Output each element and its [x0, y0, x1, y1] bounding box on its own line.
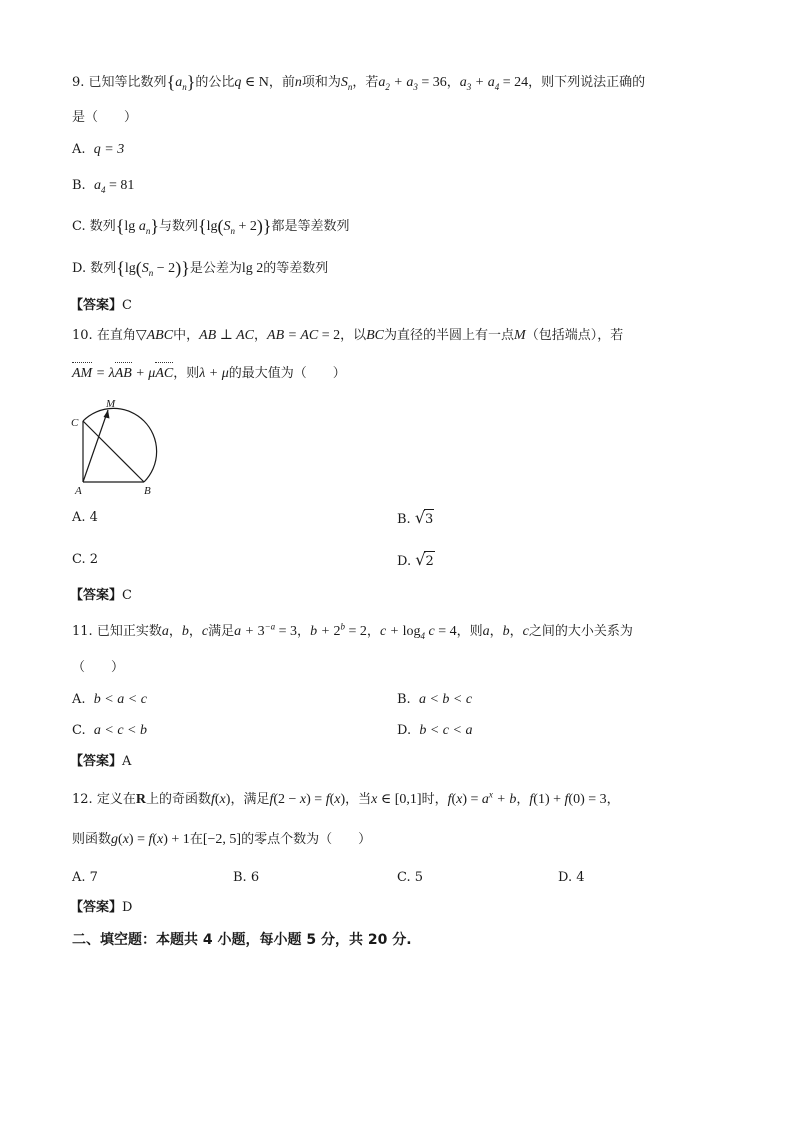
q9-stem-line2: 是（ ） — [72, 110, 138, 125]
q11-option-c[interactable]: C. a < c < b — [72, 723, 147, 738]
q11-option-a[interactable]: A. b < a < c — [72, 692, 147, 707]
semicircle-arc — [83, 408, 157, 482]
q10-stem-line1: 10. 在直角▽ABC中，AB ⊥ AC，AB = AC = 2，以BC为直径的半圆上有一点M（包括端点），若 — [72, 328, 624, 343]
q12-answer: 【答案】D — [70, 900, 133, 915]
q10-option-b[interactable]: B. √3 — [397, 508, 434, 530]
q11-answer: 【答案】A — [70, 754, 132, 769]
q12-option-a[interactable]: A. 7 — [72, 870, 98, 885]
label-b: B — [144, 485, 151, 497]
label-m: M — [106, 398, 116, 410]
q10-option-d[interactable]: D. √2 — [397, 550, 435, 572]
q9-option-b[interactable]: B. $a_4 = 81$ — [72, 178, 135, 195]
q12-option-b[interactable]: B. 6 — [233, 870, 260, 885]
q10-figure — [66, 394, 166, 500]
label-a: A — [75, 485, 82, 497]
q12-stem-line1: 12. 定义在R上的奇函数f(x)，满足f(2 − x) = f(x)，当x ∈ [0,1]时，$f(x) = a^x + b$，f(1) + f(0) = 3， — [72, 789, 620, 807]
q11-stem-line1: 11. 已知正实数a，b，c满足$a + 3^{-a} = 3$，$b + 2^b = 2$，$c + \log_4 c = 4$，则a，b，c之间的大小关系为 — [72, 621, 633, 641]
q12-stem-line2: 则函数g(x) = f(x) + 1在[−2, 5]的零点个数为（ ） — [72, 832, 372, 847]
section-heading-fill-in: 二、填空题：本题共 4 小题，每小题 5 分，共 20 分. — [72, 932, 412, 948]
segment-cb — [83, 421, 144, 482]
label-c: C — [71, 417, 79, 429]
q10-answer: 【答案】C — [70, 588, 132, 603]
q10-option-a[interactable]: A. 4 — [72, 510, 98, 525]
q11-option-b[interactable]: B. a < b < c — [397, 692, 473, 707]
q11-option-d[interactable]: D. b < c < a — [397, 723, 473, 738]
q12-option-d[interactable]: D. 4 — [558, 870, 585, 885]
q9-stem-line1: 9. 已知等比数列$\{a_n\}$的公比q ∈ N，前n项和为$S_n$，若$a_2 + a_3 = 36$，$a_3 + a_4 = 24$，则下列说法正确的 — [72, 72, 646, 92]
segment-am — [83, 410, 108, 482]
q9-answer: 【答案】C — [70, 298, 132, 313]
q9-option-c[interactable]: C. 数列{lg $a_n$}与数列$\{\lg(S_n + 2)\}$都是等差数列 — [72, 216, 350, 236]
q11-stem-line2: （ ） — [72, 660, 125, 675]
q9-option-a[interactable]: A. q = 3 — [72, 142, 125, 157]
q10-stem-line2: AM = λAB + μAC，则λ + μ的最大值为（ ） — [72, 364, 346, 384]
arrow-head-icon — [104, 410, 110, 419]
q10-option-c[interactable]: C. 2 — [72, 552, 99, 567]
q12-option-c[interactable]: C. 5 — [397, 870, 424, 885]
q9-option-d[interactable]: D. 数列$\{\lg(S_n - 2)\}$是公差为lg 2的等差数列 — [72, 258, 329, 278]
